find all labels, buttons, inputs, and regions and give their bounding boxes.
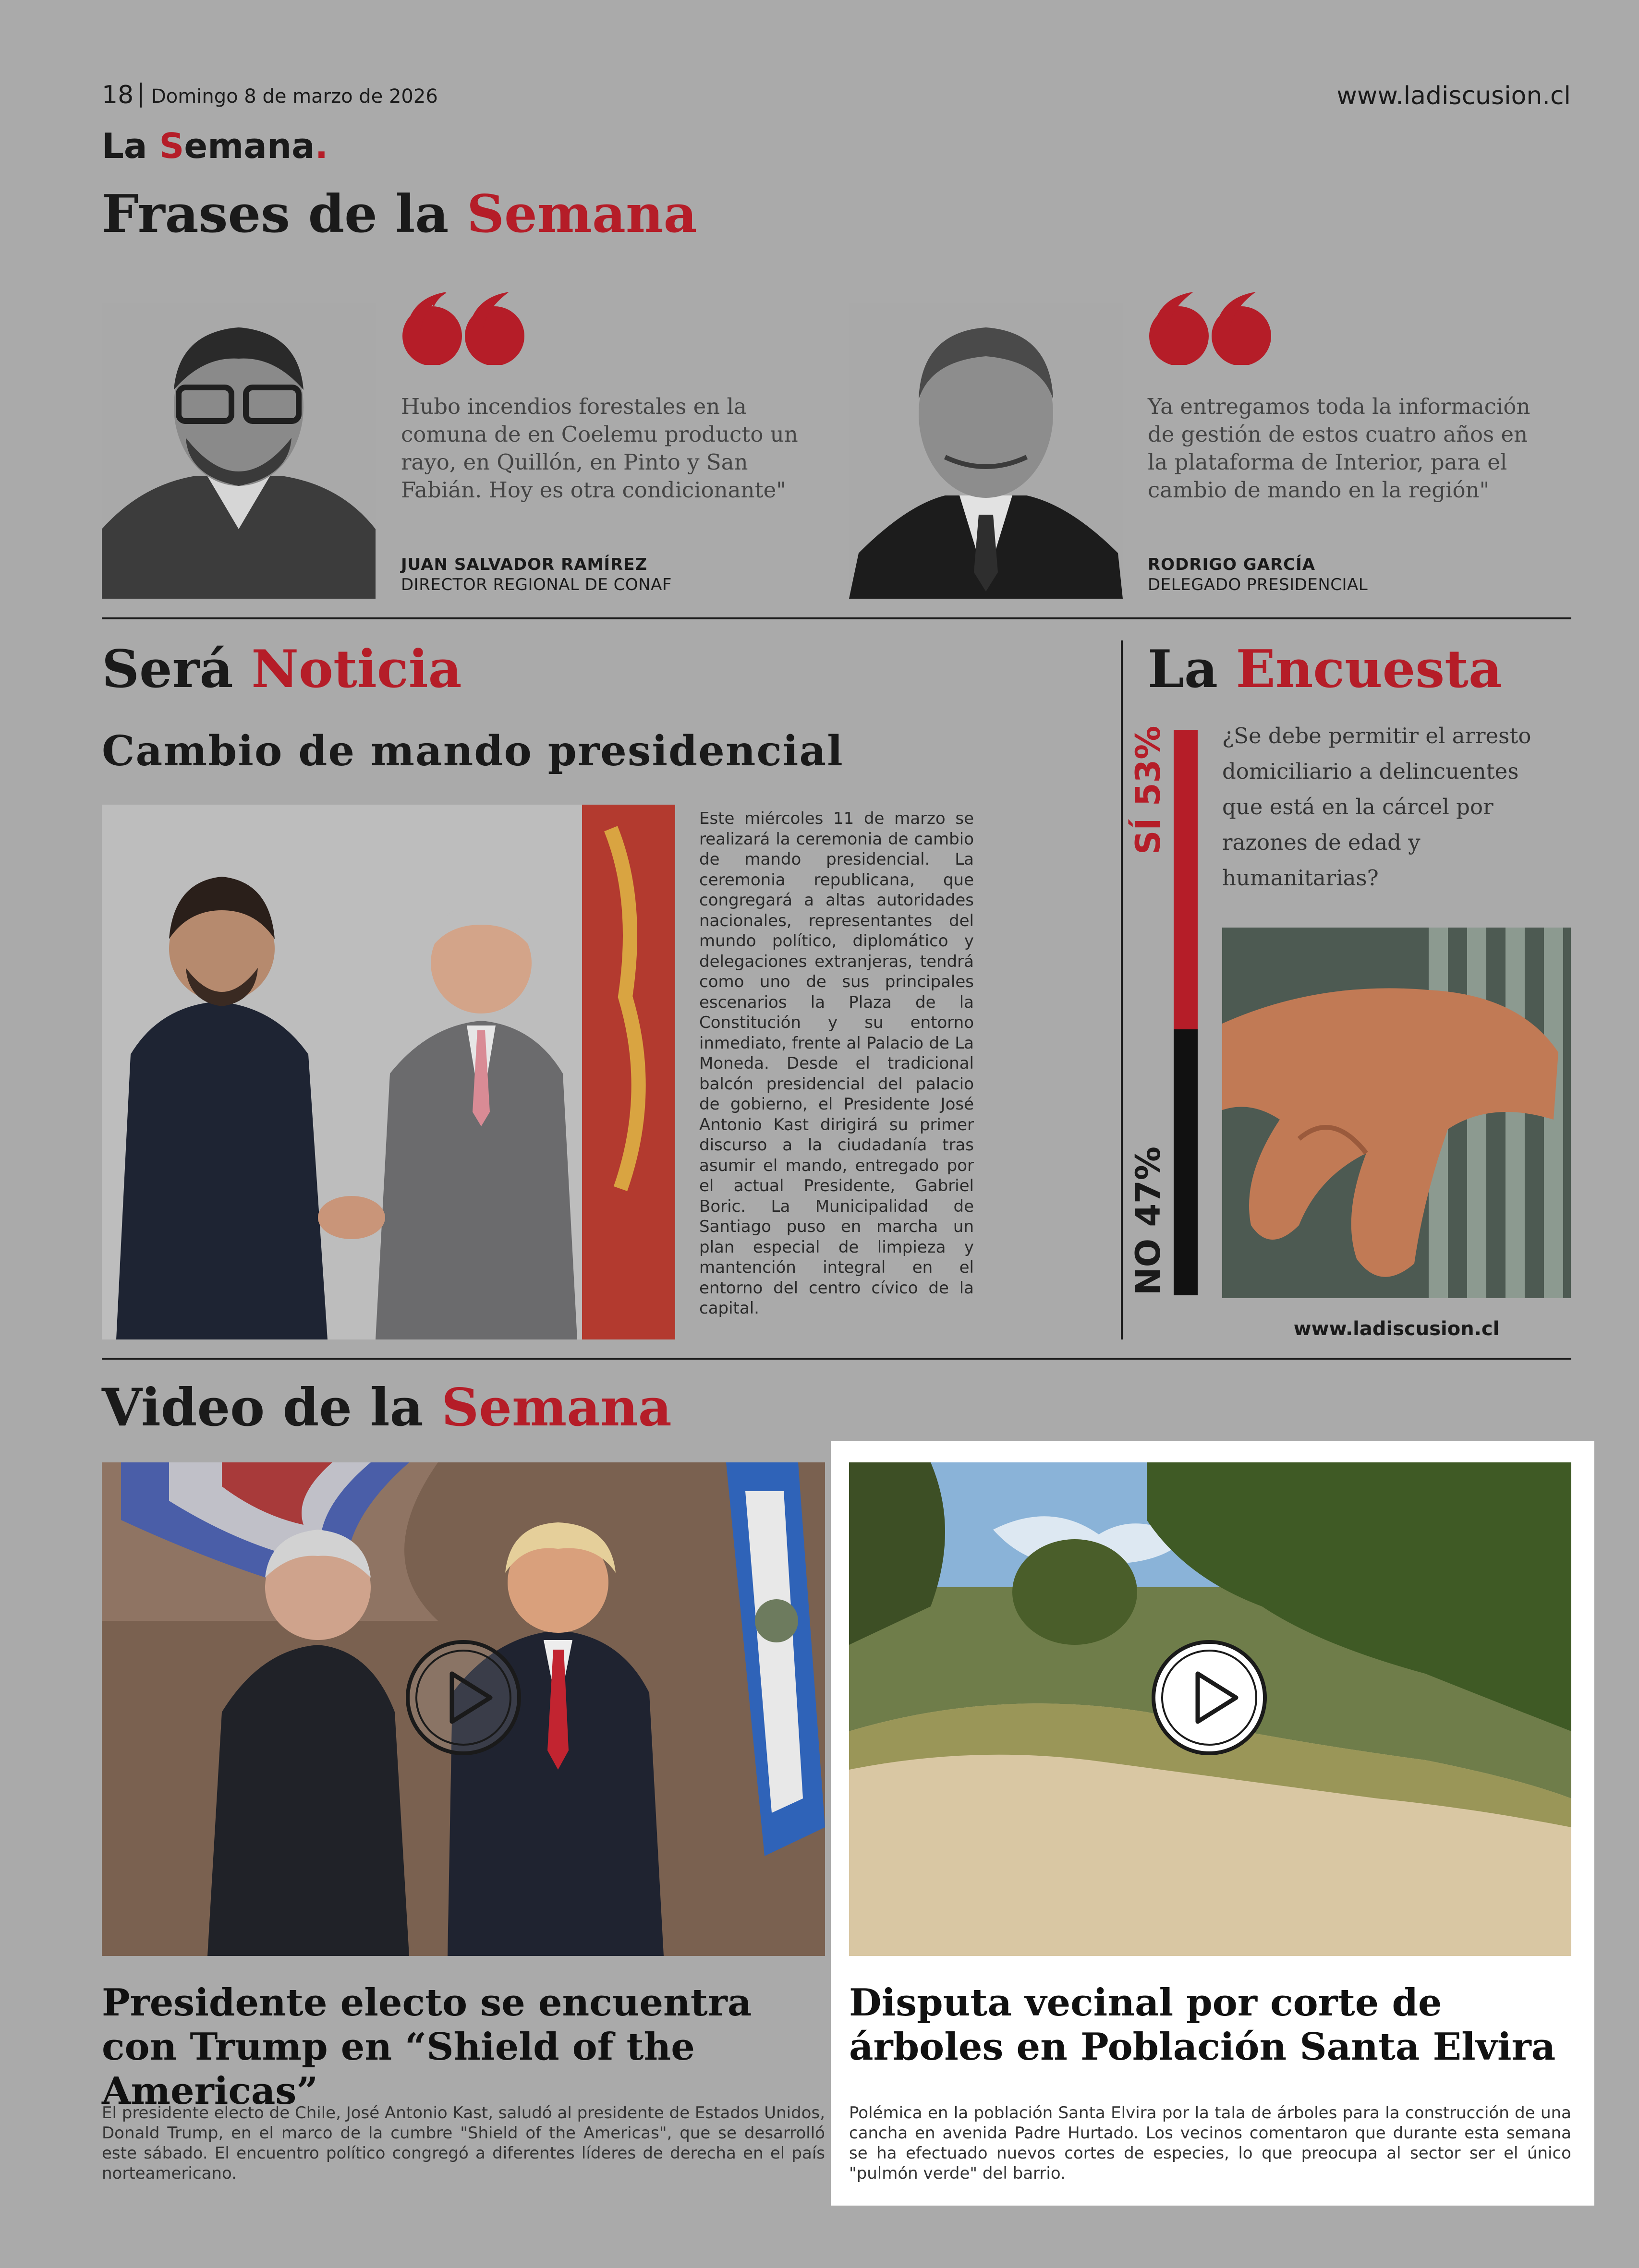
portrait-ramirez [102, 303, 376, 599]
brand-dot: . [315, 126, 328, 166]
quote-marks-icon [1148, 288, 1273, 365]
video-title [102, 1377, 672, 1438]
noticia-title-red: Noticia [251, 639, 462, 700]
column-divider [1121, 640, 1123, 1339]
poll-bar-si [1174, 730, 1198, 1029]
quote-text: Hubo incendios forestales en la comuna de en Coelemu producto un rayo, en Quillón, en Pinto y San Fabián. Hoy es otra condicionante" [401, 394, 798, 503]
play-button-1[interactable] [406, 1640, 521, 1755]
section-brand [102, 126, 328, 166]
brand-s: S [159, 126, 184, 166]
frases-title-red: Semana [467, 184, 697, 244]
header-divider [140, 83, 142, 108]
quote-marks-icon [401, 288, 526, 365]
portrait-garcia [849, 303, 1123, 599]
brand-part1: La [102, 126, 159, 166]
section-divider [102, 1358, 1571, 1360]
video-headline-1[interactable]: Presidente electo se encuentra con Trump en “Shield of the Americas” [102, 1981, 752, 2113]
poll-bar-no [1174, 1029, 1198, 1295]
video-title-black: Video de la [102, 1377, 442, 1438]
encuesta-title-black: La [1148, 639, 1236, 700]
quote-text: Ya entregamos toda la información de gestión de estos cuatro años en la plataforma de Interior, para el cambio de mando en la región" [1148, 394, 1530, 503]
play-icon [1155, 1644, 1263, 1751]
frases-title [102, 184, 697, 244]
encuesta-title [1148, 639, 1503, 700]
encuesta-title-red: Encuesta [1236, 639, 1503, 700]
play-button-2[interactable] [1152, 1640, 1267, 1755]
issue-date: Domingo 8 de marzo de 2026 [151, 85, 438, 108]
video-lede-1: El presidente electo de Chile, José Antonio Kast, saludó al presidente de Estados Unidos, Donald Trump, en el marco de la cumbre "Shield of the Americas", que se desarrolló este sábado. El encuentro político congregó a diferentes líderes de derecha en el país norteamericano. [102, 2103, 825, 2183]
video-title-red: Semana [441, 1377, 672, 1438]
poll-label-no-wrap [1127, 1146, 1170, 1295]
page-number: 18 [102, 81, 134, 109]
website-link[interactable]: www.ladiscusion.cl [1336, 82, 1571, 110]
play-icon [410, 1644, 517, 1751]
quote-author-name: RODRIGO GARCÍA [1148, 555, 1316, 574]
noticia-title [102, 639, 462, 700]
noticia-title-black: Será [102, 639, 252, 700]
noticia-body: Este miércoles 11 de marzo se realizará la ceremonia de cambio de mando presidencial. La ceremonia republicana, que congregará a altas autoridades nacionales, representantes del mundo político, diplomático y delegaciones extranjeras, tendrá como uno de sus principales escenarios la Plaza de la Constitución y su entorno inmediato, frente al Palacio de La Moneda. Desde el tradicional balcón presidencial del palacio de gobierno, el Presidente José Antonio Kast dirigirá su primer discurso a la ciudadanía tras asumir el mando, entregado por el actual Presidente, Gabriel Boric. La Municipalidad de Santiago puso en marcha un plan especial de limpieza y mantención integral en el entorno del centro cívico de la capital. [699, 809, 974, 1318]
noticia-headline: Cambio de mando presidencial [102, 727, 844, 775]
video-headline-2[interactable]: Disputa vecinal por corte de árboles en Población Santa Elvira [849, 1981, 1556, 2069]
frases-title-black: Frases de la [102, 184, 467, 244]
poll-label-si-wrap [1127, 725, 1170, 855]
quote-author-role: DELEGADO PRESIDENCIAL [1148, 575, 1368, 594]
noticia-photo [102, 805, 675, 1339]
quote-author-name: JUAN SALVADOR RAMÍREZ [401, 555, 648, 574]
section-divider [102, 617, 1571, 619]
poll-question: ¿Se debe permitir el arresto domiciliario a delincuentes que está en la cárcel por razones de edad y humanitarias? [1222, 723, 1531, 891]
quote-author-role: DIRECTOR REGIONAL DE CONAF [401, 575, 672, 594]
poll-photo [1222, 928, 1571, 1298]
poll-label-si: SÍ 53% [1129, 725, 1168, 855]
poll-label-no: NO 47% [1129, 1146, 1168, 1295]
video-lede-2: Polémica en la población Santa Elvira por la tala de árboles para la construcción de una cancha en avenida Padre Hurtado. Los vecinos comentaron que durante esta semana se ha efectuado nuevos cortes de especies, lo que preocupa al sector ser el único "pulmón verde" del barrio. [849, 2103, 1571, 2183]
brand-part2: emana [184, 126, 315, 166]
poll-source[interactable]: www.ladiscusion.cl [1293, 1318, 1500, 1340]
